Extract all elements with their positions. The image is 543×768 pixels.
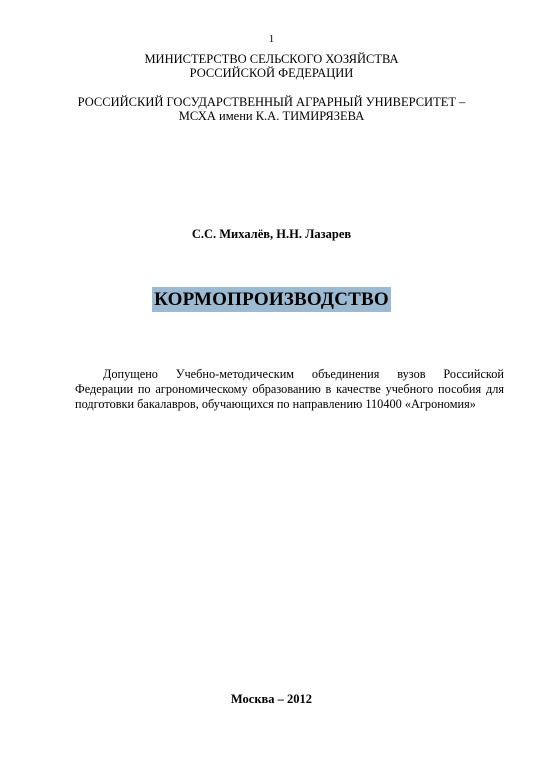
city-year-footer: Москва – 2012 xyxy=(230,692,313,706)
ministry-line-2: РОССИЙСКОЙ ФЕДЕРАЦИИ xyxy=(189,66,354,80)
authors: С.С. Михалёв, Н.Н. Лазарев xyxy=(191,227,352,241)
page-number: 1 xyxy=(268,33,275,45)
university-line-2: МСХА имени К.А. ТИМИРЯЗЕВА xyxy=(178,109,365,123)
title-container xyxy=(0,287,543,312)
book-title: КОРМОПРОИЗВОДСТВО xyxy=(154,289,389,310)
ministry-heading xyxy=(0,52,543,80)
university-line-1: РОССИЙСКИЙ ГОСУДАРСТВЕННЫЙ АГРАРНЫЙ УНИВЕРСИТЕТ – xyxy=(77,95,466,109)
university-heading xyxy=(0,95,543,123)
approval-statement: Допущено Учебно-методическим объединения вузов Российской Федерации по агрономическому образованию в качестве учебного пособия для подготовки бакалавров, обучающихся по направлению 110400 «Агрономия» xyxy=(75,367,504,411)
ministry-line-1: МИНИСТЕРСТВО СЕЛЬСКОГО ХОЗЯЙСТВА xyxy=(144,52,399,66)
